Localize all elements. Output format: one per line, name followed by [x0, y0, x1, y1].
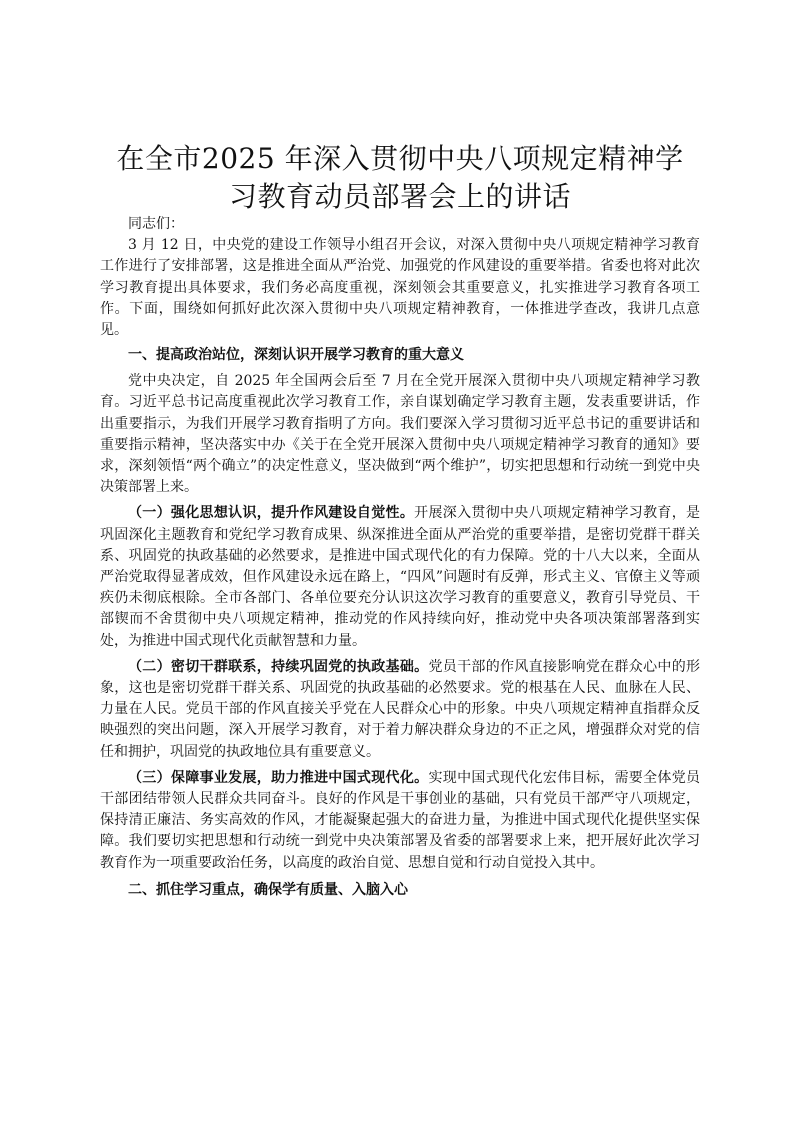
- subsection-3-text: 实现中国式现代化宏伟目标，需要全体党员干部团结带领人民群众共同奋斗。良好的作风是干事创业的基础，只有党员干部严守八项规定，保持清正廉洁、务实高效的作风，才能凝聚起强大的奋进力量，为推进中国式现代化提供坚实保障。我们要切实把思想和行动统一到党中央决策部署及省委的部署要求上来，把开展好此次学习教育作为一项重要政治任务，以高度的政治自觉、思想自觉和行动自觉投入其中。: [100, 769, 701, 871]
- subsection-2-lead: （二）密切干群联系，持续巩固党的执政基础。: [128, 658, 429, 675]
- document-body: [100, 214, 700, 906]
- title-line-1: 在全市2025 年深入贯彻中央八项规定精神学: [116, 142, 684, 175]
- subsection-3: [100, 768, 700, 874]
- section-1-paragraph: 党中央决定，自 2025 年全国两会后至 7 月在全党开展深入贯彻中央八项规定精神学习教育。习近平总书记高度重视此次学习教育工作，亲自谋划确定学习教育主题，发表重要讲话，作出重要指示，为我们开展学习教育指明了方向。我们要深入学习贯彻习近平总书记的重要讲话和重要指示精神，坚决落实中办《关于在全党开展深入贯彻中央八项规定精神学习教育的通知》要求，深刻领悟“两个确立”的决定性意义，坚决做到“两个维护”，切实把思想和行动统一到党中央决策部署上来。: [100, 373, 700, 496]
- greeting: 同志们：: [128, 216, 184, 232]
- section-2-heading: 二、抓住学习重点，确保学有质量、入脑入心: [128, 881, 408, 898]
- subsection-2-text: 党员干部的作风直接影响党在群众心中的形象，这也是密切党群干群关系、巩固党的执政基础的必然要求。党的根基在人民、血脉在人民、力量在人民。党员干部的作风直接关乎党在人民群众心中的形象。中央八项规定精神直指群众反映强烈的突出问题，深入开展学习教育，对于着力解决群众身边的不正之风，增强群众对党的信任和拥护，巩固党的执政地位具有重要意义。: [100, 658, 701, 760]
- intro-paragraph: 3 月 12 日，中央党的建设工作领导小组召开会议，对深入贯彻中央八项规定精神学习教育工作进行了安排部署，这是推进全面从严治党、加强党的作风建设的重要举措。省委也将对此次学习教育提出具体要求，我们务必高度重视，深刻领会其重要意义，扎实推进学习教育各项工作。下面，围绕如何抓好此次深入贯彻中央八项规定精神教育，一体推进学查改，我讲几点意见。: [100, 237, 700, 339]
- subsection-3-lead: （三）保障事业发展，助力推进中国式现代化。: [128, 769, 429, 786]
- subsection-2: [100, 657, 700, 763]
- subsection-1-lead: （一）强化思想认识，提升作风建设自觉性。: [128, 505, 415, 522]
- document-title: [100, 140, 700, 216]
- section-1-heading: 一、提高政治站位，深刻认识开展学习教育的重大意义: [128, 347, 464, 364]
- title-line-2: 习教育动员部署会上的讲话: [228, 180, 571, 213]
- subsection-1: [100, 503, 700, 651]
- subsection-1-text: 开展深入贯彻中央八项规定精神学习教育，是巩固深化主题教育和党纪学习教育成果、纵深推进全面从严治党的重要举措，是密切党群干群关系、巩固党的执政基础的必然要求，是推进中国式现代化的有力保障。党的十八大以来，全面从严治党取得显著成效，但作风建设永远在路上，“四风”问题时有反弹，形式主义、官僚主义等顽疾仍未彻底根除。全市各部门、各单位要充分认识这次学习教育的重要意义，教育引导党员、干部锲而不舍贯彻中央八项规定精神，推动党的作风持续向好，推动党中央各项决策部署落到实处，为推进中国式现代化贡献智慧和力量。: [100, 505, 701, 649]
